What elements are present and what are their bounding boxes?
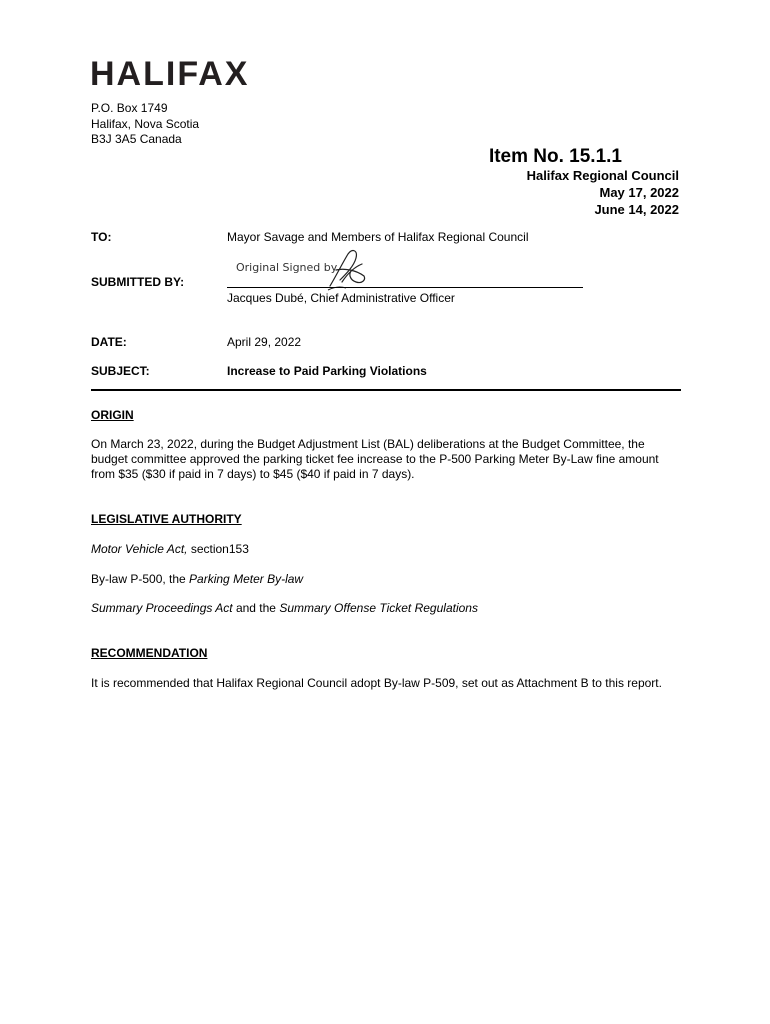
meeting-info [527,167,679,218]
to-label: TO: [91,230,112,244]
submitted-by-value: Jacques Dubé, Chief Administrative Officer [227,291,455,305]
address-line-1: P.O. Box 1749 [91,101,168,115]
original-signed-note: Original Signed by [236,261,338,274]
council-name: Halifax Regional Council [526,168,679,183]
to-value: Mayor Savage and Members of Halifax Regional Council [227,230,529,244]
meeting-date-1: May 17, 2022 [599,185,679,200]
legislative-item-2-title: Parking Meter By-law [189,572,304,586]
legislative-item-3-conjunction: and the [232,601,280,615]
legislative-authority-heading: LEGISLATIVE AUTHORITY [91,512,242,526]
date-label: DATE: [91,335,127,349]
mailing-address [91,101,199,148]
legislative-item-1-section: section153 [187,542,249,556]
item-number: Item No. 15.1.1 [488,146,622,167]
signature-mark [322,246,368,292]
subject-label: SUBJECT: [91,364,150,378]
legislative-item-2-prefix: By-law P-500, the [91,572,190,586]
origin-text: On March 23, 2022, during the Budget Adjustment List (BAL) deliberations at the Budget Committee, the budget committee approved the parking ticket fee increase to the P-500 Parking Meter By-Law fine amount from $35 ($30 if paid in 7 days) to $45 ($40 if paid in 7 days). [91,437,659,481]
recommendation-heading: RECOMMENDATION [91,646,208,660]
address-line-3: B3J 3A5 Canada [91,132,182,146]
submitted-by-label: SUBMITTED BY: [91,275,185,289]
signature-line [227,287,583,288]
origin-heading: ORIGIN [91,408,134,422]
section-divider [91,389,681,391]
legislative-item-2 [91,572,683,587]
address-line-2: Halifax, Nova Scotia [91,116,200,131]
date-value: April 29, 2022 [227,335,302,349]
legislative-item-3 [91,601,683,616]
legislative-item-3-title-1: Summary Proceedings Act [91,601,233,615]
legislative-item-1-title: Motor Vehicle Act, [91,542,188,556]
meeting-date-2: June 14, 2022 [594,202,679,217]
subject-value: Increase to Paid Parking Violations [227,364,427,378]
legislative-item-1 [91,542,683,557]
legislative-item-3-title-2: Summary Offense Ticket Regulations [279,601,478,615]
halifax-logo: HALIFAX [90,55,250,93]
recommendation-text: It is recommended that Halifax Regional Council adopt By-law P-509, set out as Attachment B to this report. [91,676,662,690]
